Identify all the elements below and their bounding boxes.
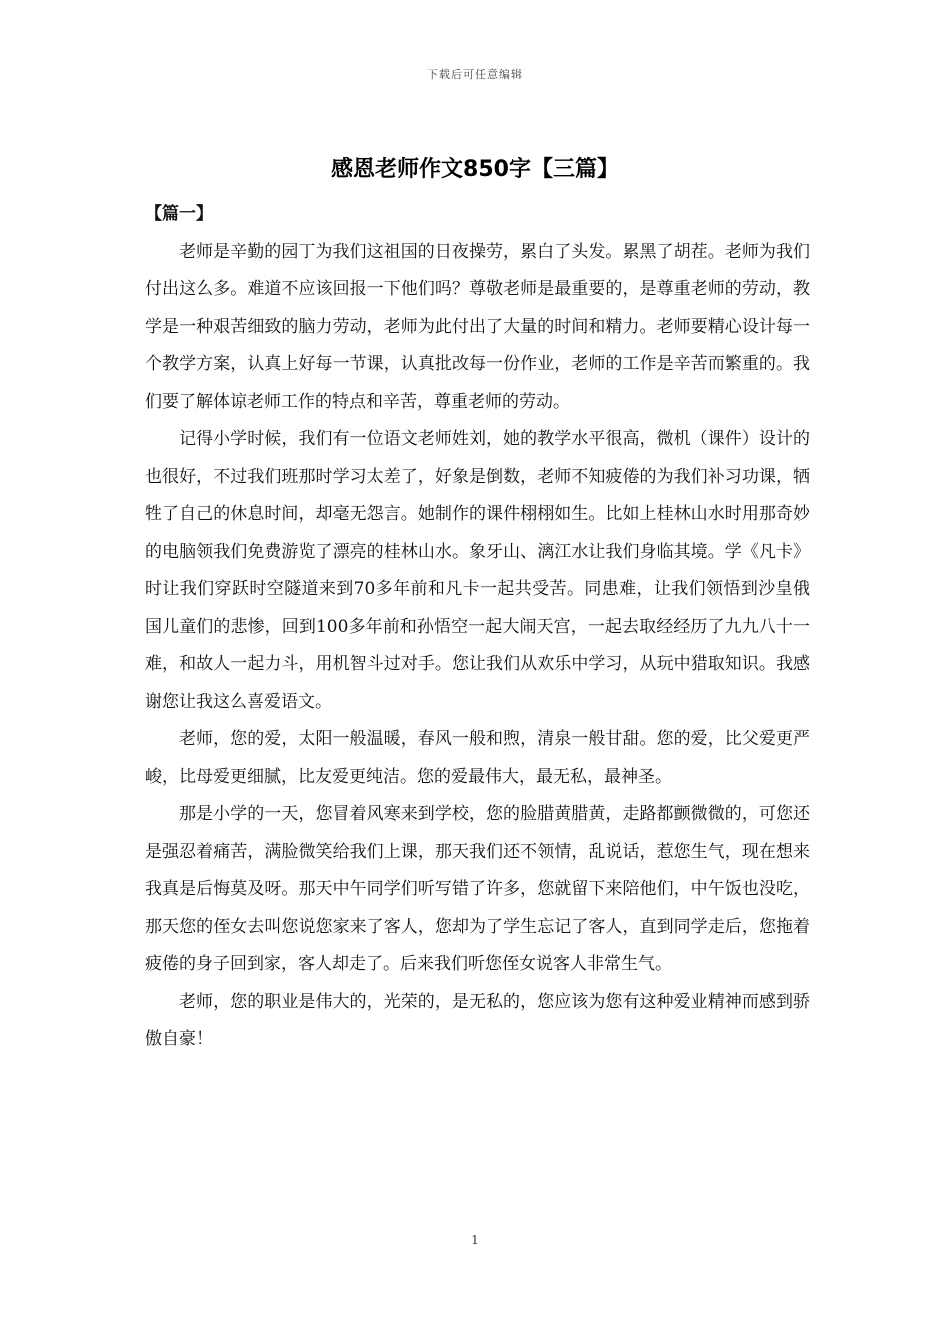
paragraph-3: 老师，您的爱，太阳一般温暖，春风一般和煦，清泉一般甘甜。您的爱，比父爱更严峻，比母爱更细腻，比友爱更纯洁。您的爱最伟大，最无私，最神圣。 <box>145 729 810 787</box>
paragraph-4: 那是小学的一天，您冒着风寒来到学校，您的脸腊黄腊黄，走路都颤微微的，可您还是强忍着痛苦，满脸微笑给我们上课，那天我们还不领情，乱说话，惹您生气，现在想来我真是后悔莫及呀。那天中午同学们听写错了许多，您就留下来陪他们，中午饭也没吃，那天您的侄女去叫您说您家来了客人，您却为了学生忘记了客人，直到同学走后，您拖着疲倦的身子回到家，客人却走了。后来我们听您侄女说客人非常生气。 <box>145 804 810 974</box>
paragraph-5: 老师，您的职业是伟大的，光荣的，是无私的，您应该为您有这种爱业精神而感到骄傲自豪！ <box>145 991 810 1049</box>
page-number: 1 <box>471 1233 479 1247</box>
document-body <box>145 196 810 1059</box>
paragraph-1: 老师是辛勤的园丁为我们这祖国的日夜操劳，累白了头发。累黑了胡茬。老师为我们付出这么多。难道不应该回报一下他们吗？尊敬老师是最重要的，是尊重老师的劳动，教学是一种艰苦细致的脑力劳动，老师为此付出了大量的时间和精力。老师要精心设计每一个教学方案，认真上好每一节课，认真批改每一份作业，老师的工作是辛苦而繁重的。我们要了解体谅老师工作的特点和辛苦，尊重老师的劳动。 <box>145 241 810 412</box>
paragraph-2: 记得小学时候，我们有一位语文老师姓刘，她的教学水平很高，微机（课件）设计的也很好，不过我们班那时学习太差了，好象是倒数，老师不知疲倦的为我们补习功课，牺牲了自己的休息时间，却毫无怨言。她制作的课件栩栩如生。比如上桂林山水时用那奇妙的电脑领我们免费游览了漂亮的桂林山水。象牙山、漓江水让我们身临其境。学《凡卡》时让我们穿跃时空隧道来到70多年前和凡卡一起共受苦。同患难，让我们领悟到沙皇俄国儿童们的悲惨，回到100多年前和孙悟空一起大闹天宫，一起去取经经历了九九八十一难，和故人一起力斗，用机智斗过对手。您让我们从欢乐中学习，从玩中猎取知识。我感谢您让我这么喜爱语文。 <box>145 429 810 712</box>
document-title: 感恩老师作文850字【三篇】 <box>331 157 619 182</box>
header-note: 下载后可任意编辑 <box>427 68 523 81</box>
section-label: 【篇一】 <box>145 204 213 224</box>
